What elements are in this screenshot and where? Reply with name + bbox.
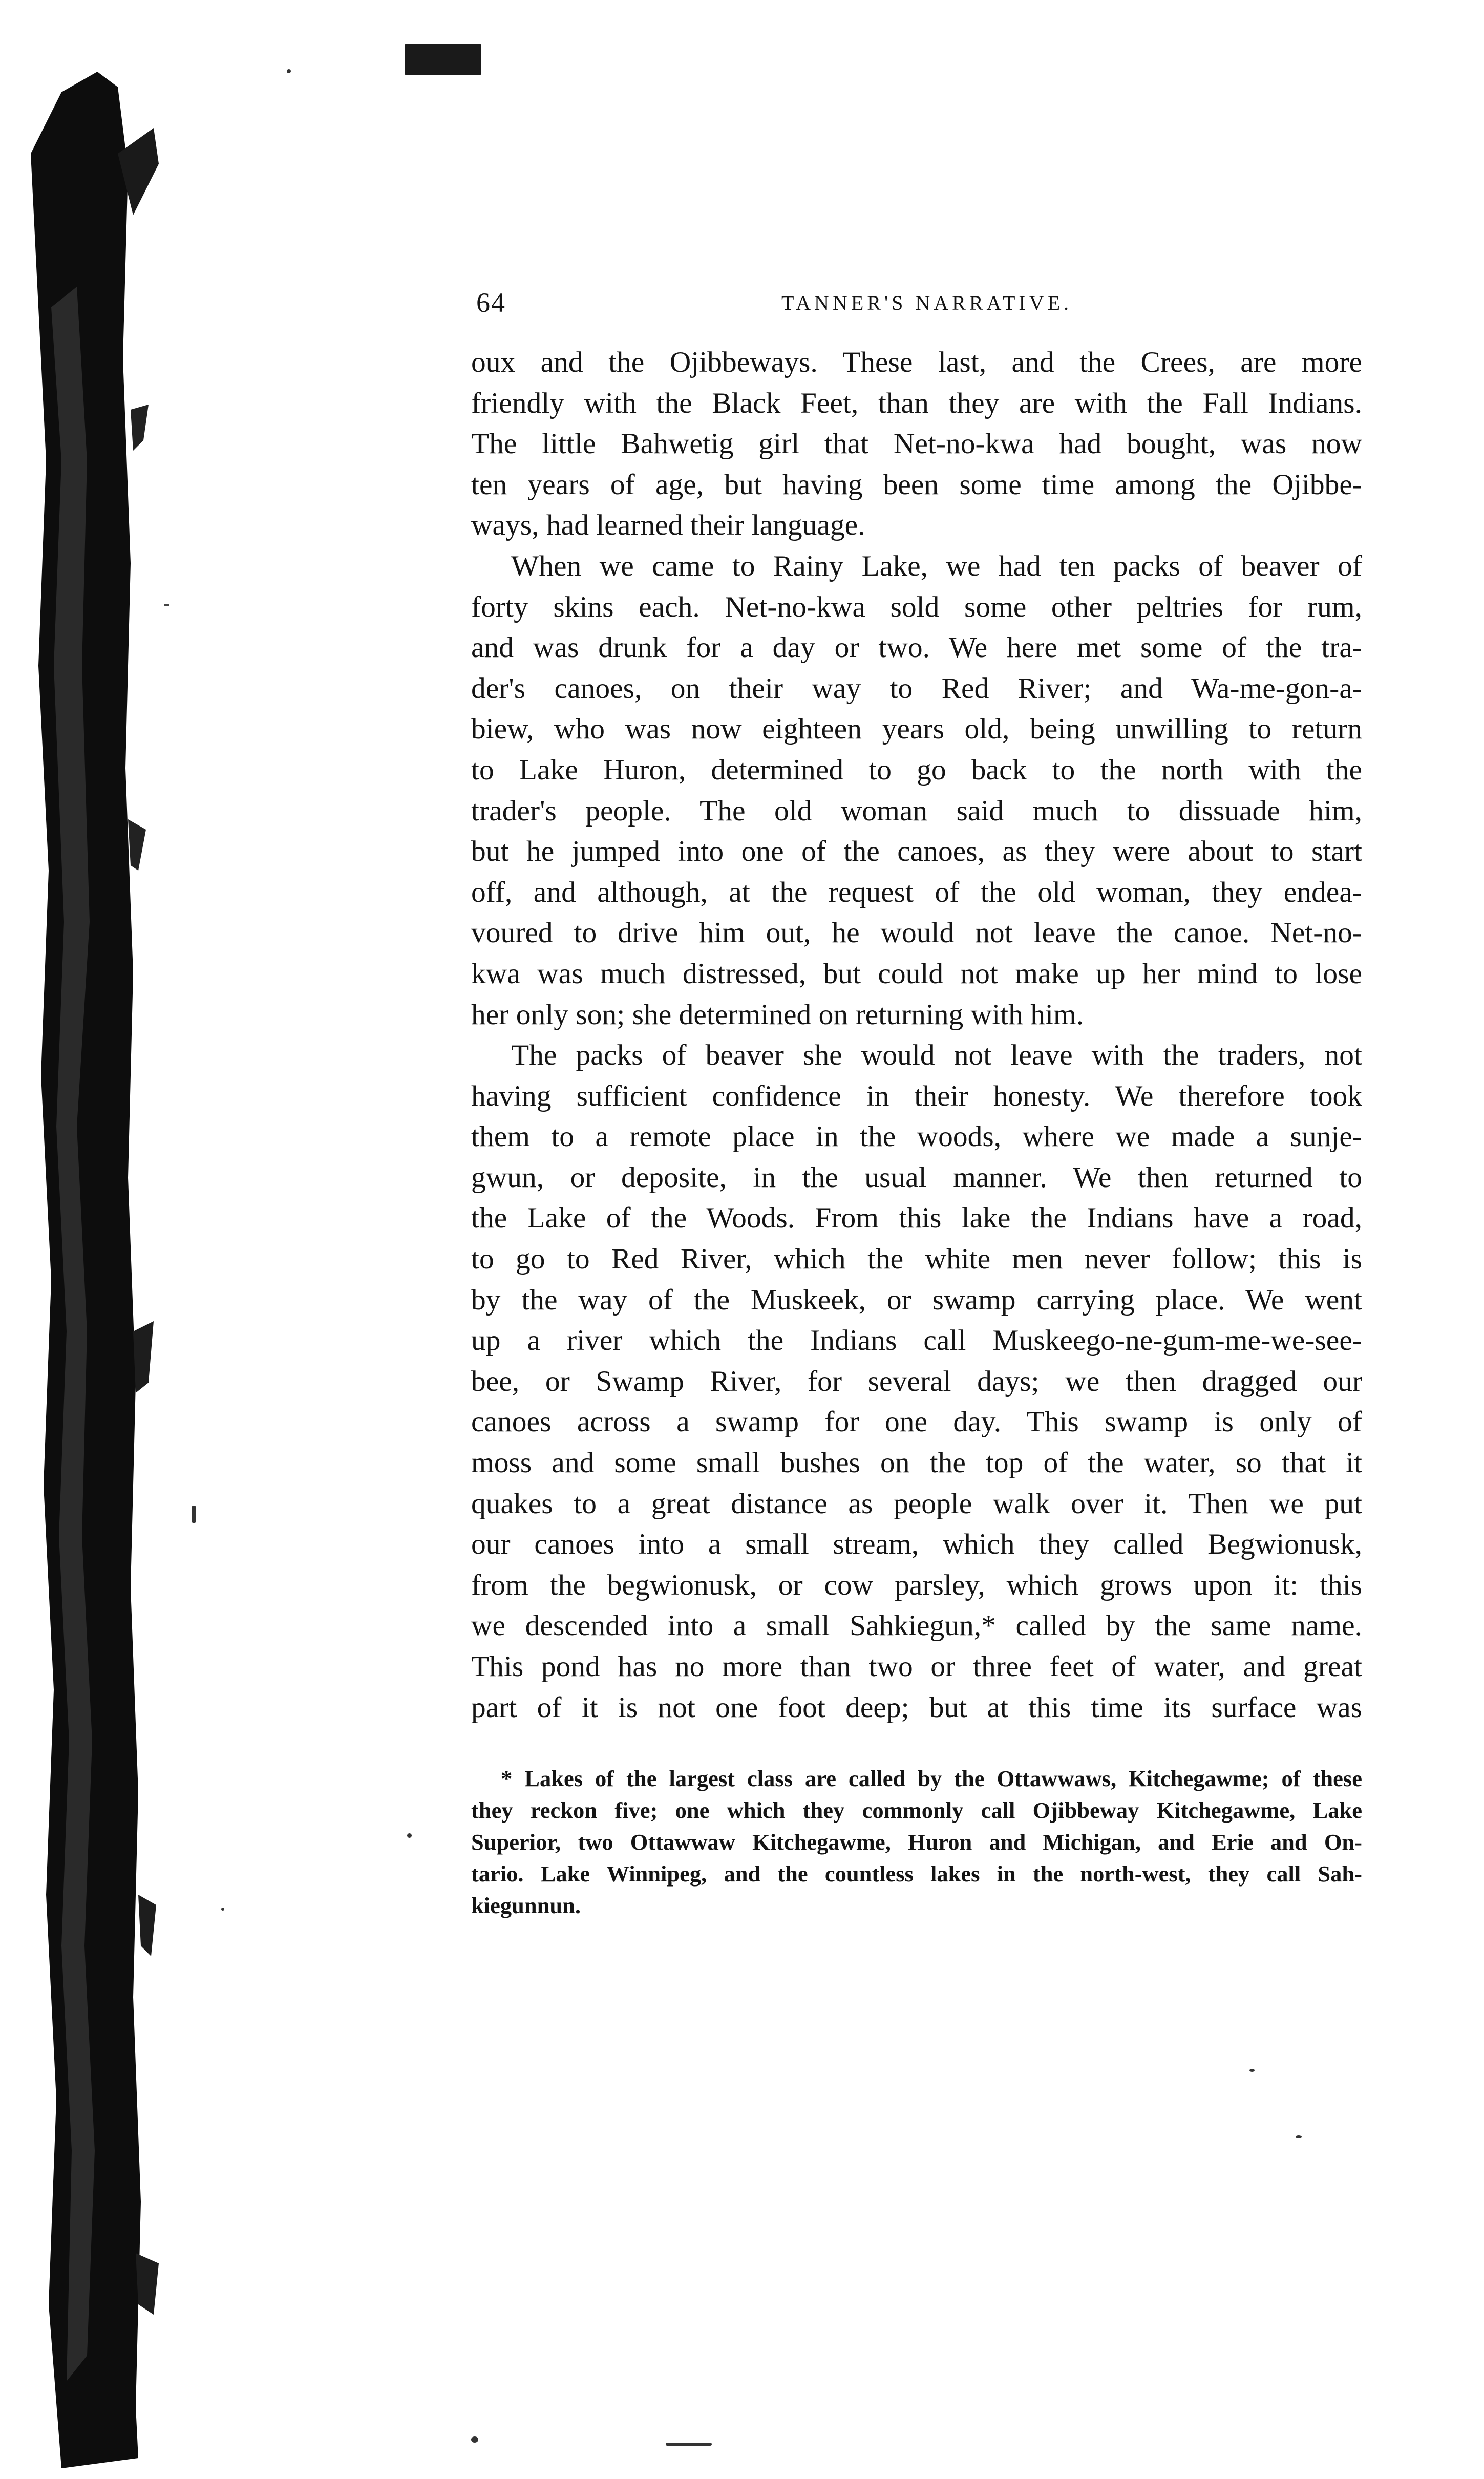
text-line: and was drunk for a day or two. We here met some of the tra-: [471, 631, 1362, 664]
footnote: [471, 1763, 1362, 1921]
speck: [407, 1833, 412, 1838]
text-line: ten years of age, but having been some time among the Ojibbe-: [471, 468, 1362, 501]
speck: [1249, 2069, 1255, 2072]
text-line: off, and although, at the request of the old woman, they endea-: [471, 876, 1362, 908]
text-line: we descended into a small Sahkiegun,* called by the same name.: [471, 1609, 1362, 1642]
footnote-line: kiegunnun.: [471, 1893, 581, 1918]
text-line: our canoes into a small stream, which they called Begwionusk,: [471, 1528, 1362, 1561]
running-head: TANNER'S NARRATIVE.: [781, 291, 1073, 314]
text-line: biew, who was now eighteen years old, being unwilling to return: [471, 713, 1362, 746]
text-line: to go to Red River, which the white men never follow; this is: [471, 1243, 1362, 1276]
text-line: When we came to Rainy Lake, we had ten packs of beaver of: [511, 549, 1362, 582]
text-line: The packs of beaver she would not leave with the traders, not: [511, 1039, 1362, 1072]
footnote-line: * Lakes of the largest class are called by the Ottawwaws, Kitchegawme; of these: [501, 1766, 1362, 1791]
footnote-line: tario. Lake Winnipeg, and the countless lakes in the north-west, they call Sah-: [471, 1861, 1362, 1887]
paragraph: [471, 342, 1362, 546]
text-line: the Lake of the Woods. From this lake the Indians have a road,: [471, 1202, 1362, 1235]
text-line: up a river which the Indians call Muskeego-ne-gum-me-we-see-: [471, 1324, 1362, 1357]
speck: [192, 1506, 196, 1523]
text-line: canoes across a swamp for one day. This swamp is only of: [471, 1406, 1362, 1438]
body-text: [471, 342, 1362, 1728]
text-line: friendly with the Black Feet, than they are with the Fall Indians.: [471, 387, 1362, 419]
text-line: from the begwionusk, or cow parsley, which grows upon it: this: [471, 1569, 1362, 1601]
text-line: voured to drive him out, he would not leave the canoe. Net-no-: [471, 917, 1362, 949]
text-line: by the way of the Muskeek, or swamp carrying place. We went: [471, 1283, 1362, 1316]
page-number: 64: [476, 287, 506, 318]
page-header: [476, 287, 1377, 317]
text-line: to Lake Huron, determined to go back to the north with the: [471, 753, 1362, 786]
text-line: moss and some small bushes on the top of the water, so that it: [471, 1447, 1362, 1479]
text-line: bee, or Swamp River, for several days; we then dragged our: [471, 1365, 1362, 1397]
text-line: her only son; she determined on returning with him.: [471, 998, 1084, 1031]
text-line: them to a remote place in the woods, where we made a sunje-: [471, 1120, 1362, 1153]
ink-blot: [405, 44, 481, 75]
scanned-binding-shadow: [0, 0, 169, 2479]
footnote-line: Superior, two Ottawwaw Kitchegawme, Huron and Michigan, and Erie and On-: [471, 1829, 1362, 1855]
speck: [666, 2443, 712, 2446]
text-line: der's canoes, on their way to Red River; and Wa-me-gon-a-: [471, 672, 1362, 705]
speck: [471, 2436, 478, 2443]
speck: [287, 69, 291, 73]
footnote-line: they reckon five; one which they commonly call Ojibbeway Kitchegawme, Lake: [471, 1797, 1362, 1823]
text-line: forty skins each. Net-no-kwa sold some other peltries for rum,: [471, 590, 1362, 623]
text-line: trader's people. The old woman said much to dissuade him,: [471, 794, 1362, 827]
paragraph: [471, 1035, 1362, 1728]
text-line: kwa was much distressed, but could not make up her mind to lose: [471, 957, 1362, 990]
text-line: This pond has no more than two or three feet of water, and great: [471, 1650, 1362, 1683]
binding-shadow-graphic: [0, 0, 169, 2479]
text-line: but he jumped into one of the canoes, as they were about to start: [471, 835, 1362, 868]
text-line: quakes to a great distance as people walk over it. Then we put: [471, 1487, 1362, 1520]
speck: [1296, 2135, 1302, 2138]
paragraph: [471, 546, 1362, 1035]
text-line: ways, had learned their language.: [471, 509, 865, 542]
text-line: The little Bahwetig girl that Net-no-kwa had bought, was now: [471, 428, 1362, 460]
text-line: having sufficient confidence in their honesty. We therefore took: [471, 1079, 1362, 1112]
text-line: part of it is not one foot deep; but at this time its surface was: [471, 1691, 1362, 1724]
speck: [221, 1908, 224, 1911]
text-line: oux and the Ojibbeways. These last, and the Crees, are more: [471, 346, 1362, 378]
text-line: gwun, or deposite, in the usual manner. We then returned to: [471, 1161, 1362, 1194]
